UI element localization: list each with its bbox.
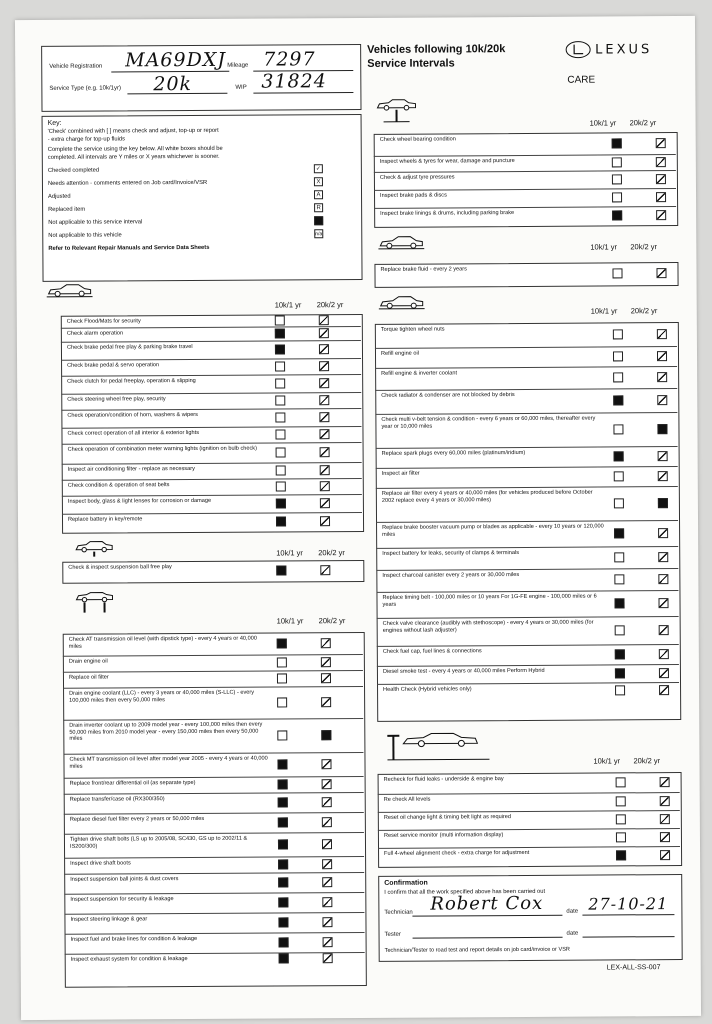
checkbox-20k[interactable] <box>322 797 332 807</box>
checkbox-20k[interactable] <box>320 498 330 508</box>
checkbox-10k[interactable] <box>612 210 622 220</box>
left-col-20k-2: 20k/2 yr <box>318 548 345 558</box>
technician-signature: Robert Cox <box>430 892 544 915</box>
checkbox-20k[interactable] <box>659 685 669 695</box>
checkbox-10k[interactable] <box>615 685 625 695</box>
checkbox-20k[interactable] <box>320 481 330 491</box>
checklist-item-label: Replace timing belt - 100,000 miles or 10 years For 1G-FE engine - 100,000 miles or 6 years <box>382 593 597 608</box>
checklist-item-label: Inspect charcoal canister every 2 years or 30,000 miles <box>382 572 520 579</box>
checkbox-20k[interactable] <box>320 516 330 526</box>
checkbox-10k[interactable] <box>616 850 626 860</box>
checklist-item-label: Check fuel cap, fuel lines & connections <box>382 648 482 655</box>
checklist-item-label: Diesel smoke test - every 4 years or 40,000 miles Perform Hybrid <box>382 667 545 675</box>
checklist-item-label: Replace oil filter <box>68 674 109 681</box>
checklist-item-label: Replace transfer/case oil (RX300/350) <box>69 796 165 803</box>
checkbox-10k[interactable] <box>277 657 287 667</box>
key-item-2: Needs attention - comments entered on Job card/Invoice/VSR <box>47 179 208 187</box>
checkbox-10k[interactable] <box>613 424 623 434</box>
checkbox-10k[interactable] <box>614 528 624 538</box>
checkbox-20k[interactable] <box>656 138 666 148</box>
service-sheet <box>15 16 701 1020</box>
checklist-item-label: Replace brake fluid - every 2 years <box>380 266 467 273</box>
checkbox-10k[interactable] <box>275 412 285 422</box>
checklist-item-label: Inspect air conditioning filter - replace as necessary <box>67 465 195 473</box>
checkbox-20k[interactable] <box>319 395 329 405</box>
key-symbol-4: R <box>314 203 323 212</box>
left-col-10k: 10k/1 yr <box>274 300 302 310</box>
mileage-value: 7297 <box>263 48 316 71</box>
checklist-item-label: Check condition & operation of seat belts <box>67 482 170 489</box>
checklist-item-label: Check radiator & condenser are not blocked by debris <box>381 392 515 399</box>
right-col-10k-3: 10k/1 yr <box>590 306 618 316</box>
checkbox-10k[interactable] <box>276 565 286 575</box>
checkbox-10k[interactable] <box>279 953 289 963</box>
right-title-1: Vehicles following 10k/20k <box>367 43 506 56</box>
checkbox-10k[interactable] <box>277 697 287 707</box>
key-line-2: - extra charge for top-up fluids <box>47 136 126 143</box>
checkbox-20k[interactable] <box>319 378 329 388</box>
checkbox-20k[interactable] <box>322 877 332 887</box>
checkbox-20k[interactable] <box>320 465 330 475</box>
checkbox-20k[interactable] <box>322 917 332 927</box>
checkbox-10k[interactable] <box>612 192 622 202</box>
checkbox-20k[interactable] <box>321 673 331 683</box>
car-lift-right-icon <box>373 98 421 124</box>
checklist-item-label: Full 4-wheel alignment check - extra charge for adjustment <box>384 849 530 857</box>
checkbox-20k[interactable] <box>657 329 667 339</box>
wip-value: 31824 <box>261 70 327 93</box>
checkbox-10k[interactable] <box>613 372 623 382</box>
checkbox-10k[interactable] <box>278 797 288 807</box>
checkbox-20k[interactable] <box>657 395 667 405</box>
key-symbol-3: A <box>314 190 323 199</box>
right-col-20k: 20k/2 yr <box>629 118 657 128</box>
checkbox-20k[interactable] <box>320 447 330 457</box>
checklist-item-label: Check alarm operation <box>66 330 124 337</box>
checkbox-20k[interactable] <box>656 210 666 220</box>
checkbox-20k[interactable] <box>321 759 331 769</box>
checklist-item-label: Inspect suspension ball joints & dust covers <box>70 876 179 883</box>
checklist-item-label: Drain engine oil <box>68 658 108 665</box>
checkbox-20k[interactable] <box>660 796 670 806</box>
right-col-10k-4: 10k/1 yr <box>593 756 621 766</box>
checklist-item-label: Inspect fuel and brake lines for condition & leakage <box>70 935 198 943</box>
lexus-logo-icon <box>565 41 591 59</box>
checklist-item-label: Inspect steering linkage & gear <box>70 916 148 923</box>
checkbox-10k[interactable] <box>613 351 623 361</box>
left-col-10k-3: 10k/1 yr <box>276 616 304 626</box>
checklist-item-label: Check valve clearance (audibly with stethoscope) - every 4 years or 30,000 miles (for engines without lash adjuster) <box>382 619 594 634</box>
checklist-item-label: Check operation/condition of horn, washers & wipers <box>67 411 198 419</box>
checklist-item-label: Inspect brake linings & drums, including parking brake <box>380 210 515 217</box>
key-line-4: completed. All intervals are Y miles or X years whichever is sooner. <box>47 153 220 161</box>
checklist-item-label: Check steering wheel free play, security <box>67 396 166 403</box>
right-col-20k-3: 20k/2 yr <box>630 306 658 316</box>
car-lift-high-icon <box>72 591 116 613</box>
key-item-6: Not applicable to this vehicle <box>48 232 122 239</box>
car-lift-icon <box>72 539 116 557</box>
car-front-right-icon <box>379 294 425 310</box>
checkbox-10k[interactable] <box>278 839 288 849</box>
checkbox-10k[interactable] <box>277 730 287 740</box>
checklist-item-label: Check MT transmission oil level after model year 2005 - every 4 years or 40,000 miles <box>69 755 268 770</box>
checkbox-20k[interactable] <box>656 157 666 167</box>
checkbox-20k[interactable] <box>656 174 666 184</box>
key-symbol-6: n/a <box>314 229 323 238</box>
checklist-item-label: Inspect suspension for security & leakage <box>70 896 174 903</box>
checkbox-20k[interactable] <box>658 552 668 562</box>
checklist-item-label: Health Check (Hybrid vehicles only) <box>383 686 472 693</box>
checkbox-20k[interactable] <box>658 574 668 584</box>
checklist-item-label: Refill engine & inverter coolant <box>381 370 458 377</box>
checkbox-10k[interactable] <box>278 779 288 789</box>
checkbox-10k[interactable] <box>275 344 285 354</box>
checklist-item-label: Check correct operation of all interior & exterior lights <box>67 429 200 437</box>
checklist-item-label: Re check All levels <box>383 796 431 803</box>
key-item-1: Checked completed <box>47 167 100 174</box>
checkbox-10k[interactable] <box>616 777 626 787</box>
mileage-label: Mileage <box>227 62 249 69</box>
form-code: LEX-ALL-SS-007 <box>606 964 661 972</box>
checklist-item-label: Check & inspect suspension ball free play <box>68 564 172 571</box>
service-type-value: 20k <box>153 73 193 96</box>
checkbox-20k[interactable] <box>659 625 669 635</box>
checklist-item-label: Check brake pedal & servo operation <box>67 362 160 369</box>
checkbox-10k[interactable] <box>616 832 626 842</box>
key-item-3: Adjusted <box>48 193 71 200</box>
checkbox-20k[interactable] <box>658 451 668 461</box>
checklist-item-label: Drain inverter coolant up to 2009 model year - every 100,000 miles then every 50,000 miles from 2010 model year - every 150,000 miles then every 50,000 miles <box>69 721 263 742</box>
checkbox-10k[interactable] <box>612 268 622 278</box>
checkbox-20k[interactable] <box>323 937 333 947</box>
checkbox-10k[interactable] <box>278 897 288 907</box>
checkbox-10k[interactable] <box>276 447 286 457</box>
checkbox-10k[interactable] <box>612 157 622 167</box>
checkbox-20k[interactable] <box>658 498 668 508</box>
key-item-5: Not applicable to this service interval <box>48 219 143 226</box>
checkbox-20k[interactable] <box>658 471 668 481</box>
checkbox-20k[interactable] <box>322 779 332 789</box>
checkbox-10k[interactable] <box>614 471 624 481</box>
checkbox-20k[interactable] <box>657 424 667 434</box>
confirmation-text: I confirm that all the work specified above has been carried out <box>384 888 546 896</box>
checkbox-10k[interactable] <box>275 429 285 439</box>
checklist-item-label: Tighten drive shaft bolts (LS up to 2005/08, SC430, GS up to 2002/11 & IS200/300) <box>69 835 248 850</box>
checkbox-10k[interactable] <box>278 859 288 869</box>
checklist-item-label: Inspect air filter <box>381 470 420 477</box>
checklist-item-label: Replace brake booster vacuum pump or blades as applicable - every 10 years or 120,000 miles <box>382 523 604 538</box>
checkbox-10k[interactable] <box>614 451 624 461</box>
vehicle-reg-label: Vehicle Registration <box>49 63 103 70</box>
checkbox-10k[interactable] <box>277 673 287 683</box>
checklist-item-label: Inspect brake pads & discs <box>380 192 447 199</box>
checklist-item-label: Inspect drive shaft boots <box>70 860 131 867</box>
checkbox-20k[interactable] <box>319 328 329 338</box>
checklist-item-label: Replace front/rear differential oil (as separate type) <box>69 779 196 787</box>
checkbox-20k[interactable] <box>322 859 332 869</box>
checklist-item-label: Inspect battery for leaks, security of clamps & terminals <box>382 550 520 557</box>
checkbox-20k[interactable] <box>657 351 667 361</box>
service-type-label: Service Type (e.g. 10k/1yr) <box>49 85 121 92</box>
checkbox-20k[interactable] <box>660 777 670 787</box>
left-col-20k-3: 20k/2 yr <box>318 616 346 626</box>
checkbox-10k[interactable] <box>613 329 623 339</box>
checkbox-10k[interactable] <box>612 174 622 184</box>
checkbox-20k[interactable] <box>323 953 333 963</box>
checklist-item-label: Replace air filter every 4 years or 40,000 miles (for vehicles produced before October 2002 replace every 4 years or 30,000 miles) <box>381 489 593 504</box>
checkbox-10k[interactable] <box>612 138 622 148</box>
checkbox-20k[interactable] <box>660 850 670 860</box>
checklist-item-label: Inspect exhaust system for condition & leakage <box>70 956 188 963</box>
checkbox-10k[interactable] <box>276 481 286 491</box>
right-col-20k-4: 20k/2 yr <box>633 756 661 766</box>
checkbox-20k[interactable] <box>657 372 667 382</box>
checkbox-10k[interactable] <box>278 817 288 827</box>
checkbox-20k[interactable] <box>319 315 329 325</box>
tester-label: Tester <box>384 931 401 938</box>
checkbox-10k[interactable] <box>275 378 285 388</box>
checklist-item-label: Check Flood/Mats for security <box>66 318 141 325</box>
checklist-item-label: Check clutch for pedal freeplay, operation & slipping <box>67 377 196 385</box>
checkbox-20k[interactable] <box>322 839 332 849</box>
checklist-item-label: Check & adjust tyre pressures <box>379 174 455 181</box>
checkbox-20k[interactable] <box>322 897 332 907</box>
checkbox-10k[interactable] <box>278 877 288 887</box>
checkbox-10k[interactable] <box>277 759 287 769</box>
checklist-item-label: Reset oil change light & timing belt light as required <box>383 814 512 821</box>
checkbox-20k[interactable] <box>321 657 331 667</box>
checkbox-10k[interactable] <box>614 574 624 584</box>
checklist-item-label: Replace diesel fuel filter every 2 years or 50,000 miles <box>69 815 205 823</box>
checkbox-10k[interactable] <box>614 598 624 608</box>
key-line-3: Complete the service using the key below. All white boxes should be <box>47 145 223 153</box>
checkbox-10k[interactable] <box>277 638 287 648</box>
technician-date-value: 27-10-21 <box>588 894 669 914</box>
key-symbol-5 <box>314 216 323 225</box>
checkbox-20k[interactable] <box>659 668 669 678</box>
checkbox-10k[interactable] <box>616 796 626 806</box>
checklist-item-label: Inspect body, glass & light lenses for corrosion or damage <box>67 497 212 505</box>
confirmation-footnote: Technician/Tester to road test and report details on job card/invoice or VSR <box>384 946 570 954</box>
technician-label: Technician <box>384 909 413 916</box>
checkbox-10k[interactable] <box>275 315 285 325</box>
checkbox-20k[interactable] <box>656 268 666 278</box>
checkbox-10k[interactable] <box>615 649 625 659</box>
checkbox-10k[interactable] <box>615 625 625 635</box>
checkbox-20k[interactable] <box>319 344 329 354</box>
checkbox-20k[interactable] <box>319 361 329 371</box>
key-line-1: 'Check' combined with [ ] means check and adjust, top-up or report <box>47 127 219 135</box>
checklist-item-label: Inspect wheels & tyres for wear, damage and puncture <box>379 158 515 165</box>
checkbox-20k[interactable] <box>659 649 669 659</box>
checklist-item-label: Drain engine coolant (LLC) - every 3 years or 40,000 miles (S-LLC) - every 100,000 miles then every 50,000 miles <box>69 689 255 704</box>
right-col-20k-2: 20k/2 yr <box>630 242 658 252</box>
checklist-item-label: Check AT transmission oil level (with dipstick type) - every 4 years or 40,000 miles <box>68 635 257 650</box>
checkbox-10k[interactable] <box>275 361 285 371</box>
left-col-20k: 20k/2 yr <box>316 300 344 310</box>
right-col-10k: 10k/1 yr <box>589 118 617 128</box>
key-symbol-2: X <box>314 177 323 186</box>
car-lift-right-2-icon <box>383 731 493 762</box>
checkbox-20k[interactable] <box>320 565 330 575</box>
checklist-item-label: Replace spark plugs every 60,000 miles (platinum/iridium) <box>381 449 526 457</box>
checkbox-20k[interactable] <box>656 192 666 202</box>
checkbox-20k[interactable] <box>322 817 332 827</box>
care-label: CARE <box>567 74 596 86</box>
checklist-item-label: Check wheel bearing condition <box>379 136 456 143</box>
key-ref: Refer to Relevant Repair Manuals and Service Data Sheets <box>48 244 210 252</box>
checkbox-10k[interactable] <box>275 328 285 338</box>
checklist-item-label: Replace battery in key/remote <box>67 516 143 523</box>
right-col-10k-2: 10k/1 yr <box>590 242 618 252</box>
key-symbol-1: ✓ <box>314 164 323 173</box>
car-side-icon <box>47 282 93 298</box>
checkbox-10k[interactable] <box>276 516 286 526</box>
checkbox-10k[interactable] <box>615 668 625 678</box>
checkbox-20k[interactable] <box>658 598 668 608</box>
right-title-2: Service Intervals <box>367 57 455 70</box>
technician-date-label: date <box>566 908 579 915</box>
checkbox-10k[interactable] <box>278 917 288 927</box>
checklist-item-label: Recheck for fluid leaks - underside & engine bay <box>383 776 504 783</box>
checklist-item-label: Check operation of combination meter warning lights (ignition on bulb check) <box>67 445 257 453</box>
confirmation-title: Confirmation <box>384 879 428 887</box>
vehicle-reg-value: MA69DXJ <box>125 48 227 72</box>
checkbox-10k[interactable] <box>275 395 285 405</box>
checklist-item-label: Torque tighten wheel nuts <box>380 326 445 333</box>
checkbox-10k[interactable] <box>279 937 289 947</box>
checkbox-10k[interactable] <box>613 395 623 405</box>
checkbox-20k[interactable] <box>319 429 329 439</box>
left-col-10k-2: 10k/1 yr <box>276 548 303 558</box>
wip-label: WIP <box>235 84 247 91</box>
brand-wordmark: LEXUS <box>595 42 653 58</box>
checkbox-20k[interactable] <box>658 528 668 538</box>
checklist-item-label: Check brake pedal free play & parking brake travel <box>66 344 193 351</box>
key-title: Key: <box>47 119 62 127</box>
checklist-item-label: Check multi v-belt tension & condition - every 6 years or 60,000 miles, thereafter every year or 10,000 miles <box>381 415 596 430</box>
checkbox-20k[interactable] <box>660 814 670 824</box>
checkbox-20k[interactable] <box>321 638 331 648</box>
checkbox-20k[interactable] <box>319 412 329 422</box>
checkbox-10k[interactable] <box>616 814 626 824</box>
checklist-item-label: Refill engine oil <box>380 350 419 357</box>
checkbox-20k[interactable] <box>321 697 331 707</box>
checkbox-20k[interactable] <box>660 832 670 842</box>
key-item-4: Replaced item <box>48 206 86 213</box>
tester-date-label: date <box>566 930 579 937</box>
checkbox-10k[interactable] <box>614 552 624 562</box>
checkbox-10k[interactable] <box>276 465 286 475</box>
checkbox-10k[interactable] <box>614 498 624 508</box>
checklist-item-label: Reset service monitor (multi information display) <box>383 832 504 839</box>
checkbox-20k[interactable] <box>321 730 331 740</box>
checkbox-10k[interactable] <box>276 498 286 508</box>
car-side-right-icon <box>378 234 424 250</box>
